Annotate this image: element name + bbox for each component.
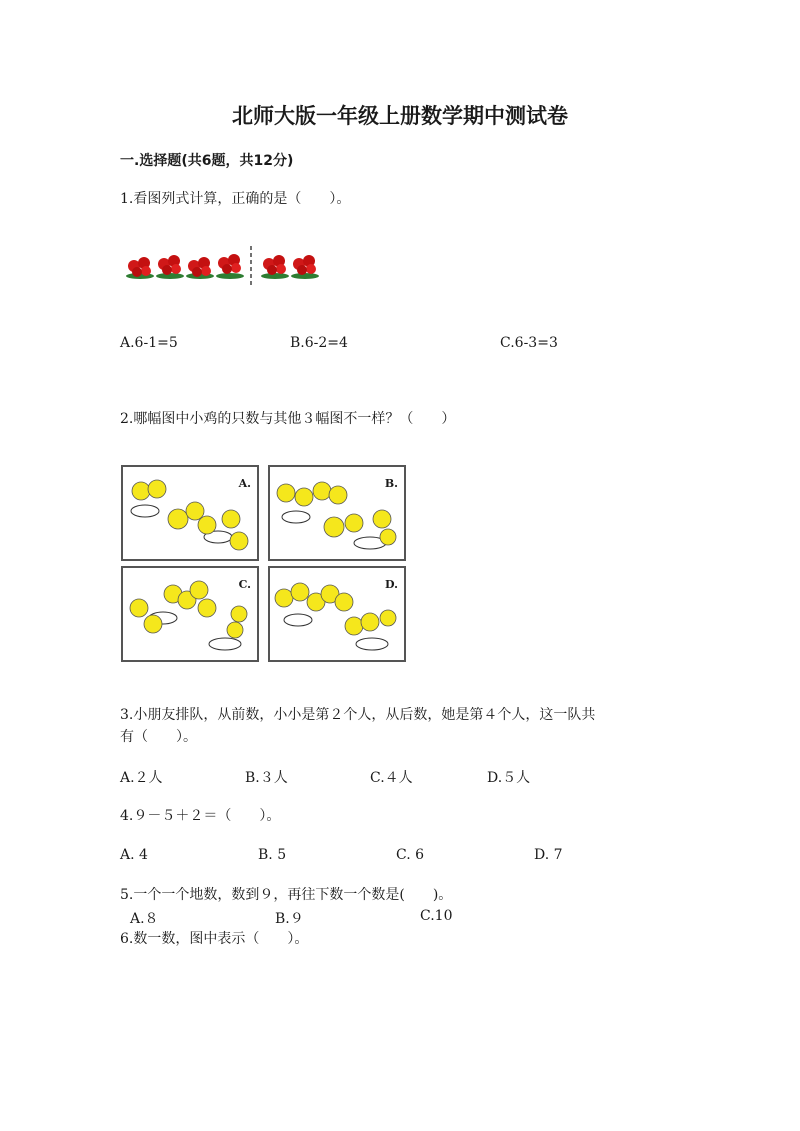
q1-option-c[interactable]: C.6-3=3 bbox=[500, 335, 558, 351]
q3-option-d[interactable]: D.５人 bbox=[487, 770, 531, 786]
q3-option-c[interactable]: C.４人 bbox=[370, 770, 413, 786]
chick-panel-a bbox=[121, 465, 259, 561]
q4-option-c[interactable]: C. 6 bbox=[396, 847, 425, 863]
question-4: 4.９－５＋２＝（ ）。 bbox=[120, 808, 281, 824]
chicks-illustration bbox=[121, 465, 407, 663]
question-6: 6.数一数，图中表示（ ）。 bbox=[120, 931, 309, 947]
q1-option-a[interactable]: A.6-1=5 bbox=[120, 335, 178, 351]
panel-label-c: C. bbox=[238, 578, 251, 591]
q3-option-b[interactable]: B.３人 bbox=[245, 770, 288, 786]
q4-option-d[interactable]: D. 7 bbox=[534, 847, 563, 863]
page-title: 北师大版一年级上册数学期中测试卷 bbox=[232, 104, 568, 128]
flowers-illustration bbox=[120, 240, 328, 290]
flower-group-left bbox=[126, 254, 244, 279]
panel-label-b: B. bbox=[384, 477, 398, 490]
q4-option-b[interactable]: B. 5 bbox=[258, 847, 287, 863]
q5-option-a[interactable]: A.８ bbox=[130, 911, 159, 927]
q4-option-a[interactable]: A. 4 bbox=[120, 847, 148, 863]
question-3-line1: 3.小朋友排队，从前数，小小是第２个人，从后数，她是第４个人，这一队共 bbox=[120, 707, 596, 723]
section-heading: 一.选择题(共6题，共12分) bbox=[120, 153, 294, 169]
question-3-line2: 有（ ）。 bbox=[120, 729, 197, 745]
q5-option-b[interactable]: B.９ bbox=[275, 911, 304, 927]
flower-group-right bbox=[261, 255, 319, 279]
panel-label-d: D. bbox=[385, 578, 398, 591]
q5-option-c[interactable]: C.10 bbox=[420, 908, 453, 924]
chick-panel-b bbox=[268, 465, 406, 561]
panel-label-a: A. bbox=[238, 477, 251, 490]
q1-option-b[interactable]: B.6-2=4 bbox=[290, 335, 348, 351]
chick-panel-d bbox=[268, 566, 406, 662]
chick-panel-c bbox=[121, 566, 259, 662]
question-1: 1.看图列式计算，正确的是（ ）。 bbox=[120, 191, 351, 207]
q3-option-a[interactable]: A.２人 bbox=[120, 770, 163, 786]
question-5: 5.一个一个地数，数到９，再往下数一个数是( )。 bbox=[120, 887, 453, 903]
question-2: 2.哪幅图中小鸡的只数与其他３幅图不一样？（ ） bbox=[120, 411, 456, 427]
